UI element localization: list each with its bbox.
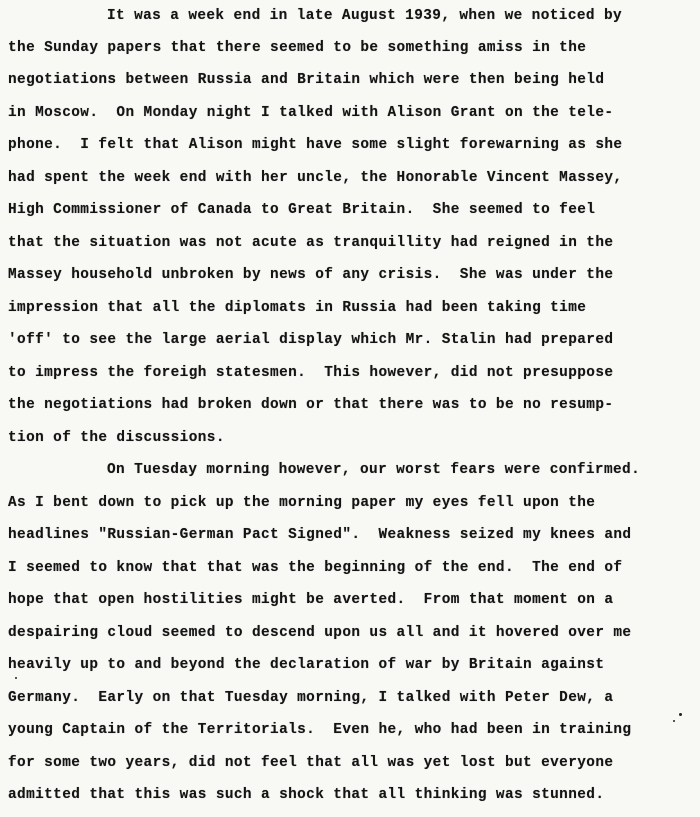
text-line: It was a week end in late August 1939, when we noticed by xyxy=(107,8,623,24)
text-line: I seemed to know that that was the beginning of the end. The end of xyxy=(8,560,623,576)
ink-speck xyxy=(15,677,17,679)
ink-speck xyxy=(679,713,682,716)
text-line: despairing cloud seemed to descend upon us all and it hovered over me xyxy=(8,625,632,641)
text-line: in Moscow. On Monday night I talked with Alison Grant on the tele- xyxy=(8,105,614,121)
text-line: the negotiations had broken down or that there was to be no resump- xyxy=(8,397,614,413)
text-line: Germany. Early on that Tuesday morning, I talked with Peter Dew, a xyxy=(8,690,614,706)
text-line: On Tuesday morning however, our worst fears were confirmed. xyxy=(107,462,641,478)
text-line: young Captain of the Territorials. Even he, who had been in training xyxy=(8,722,632,738)
text-line: admitted that this was such a shock that all thinking was stunned. xyxy=(8,787,605,803)
text-line: tion of the discussions. xyxy=(8,430,225,446)
text-line: to impress the foreigh statesmen. This however, did not presuppose xyxy=(8,365,614,381)
text-line: 'off' to see the large aerial display which Mr. Stalin had prepared xyxy=(8,332,614,348)
text-line: negotiations between Russia and Britain which were then being held xyxy=(8,72,605,88)
text-line: heavily up to and beyond the declaration of war by Britain against xyxy=(8,657,605,673)
text-line: the Sunday papers that there seemed to be something amiss in the xyxy=(8,40,587,56)
text-line: hope that open hostilities might be averted. From that moment on a xyxy=(8,592,614,608)
text-line: phone. I felt that Alison might have some slight forewarning as she xyxy=(8,137,623,153)
text-line: Massey household unbroken by news of any crisis. She was under the xyxy=(8,267,614,283)
text-line: impression that all the diplomats in Russia had been taking time xyxy=(8,300,587,316)
text-line: for some two years, did not feel that all was yet lost but everyone xyxy=(8,755,614,771)
text-line: that the situation was not acute as tranquillity had reigned in the xyxy=(8,235,614,251)
text-line: As I bent down to pick up the morning paper my eyes fell upon the xyxy=(8,495,596,511)
text-line: had spent the week end with her uncle, the Honorable Vincent Massey, xyxy=(8,170,623,186)
text-line: headlines "Russian-German Pact Signed". Weakness seized my knees and xyxy=(8,527,632,543)
ink-speck xyxy=(673,720,675,722)
text-line: High Commissioner of Canada to Great Britain. She seemed to feel xyxy=(8,202,596,218)
